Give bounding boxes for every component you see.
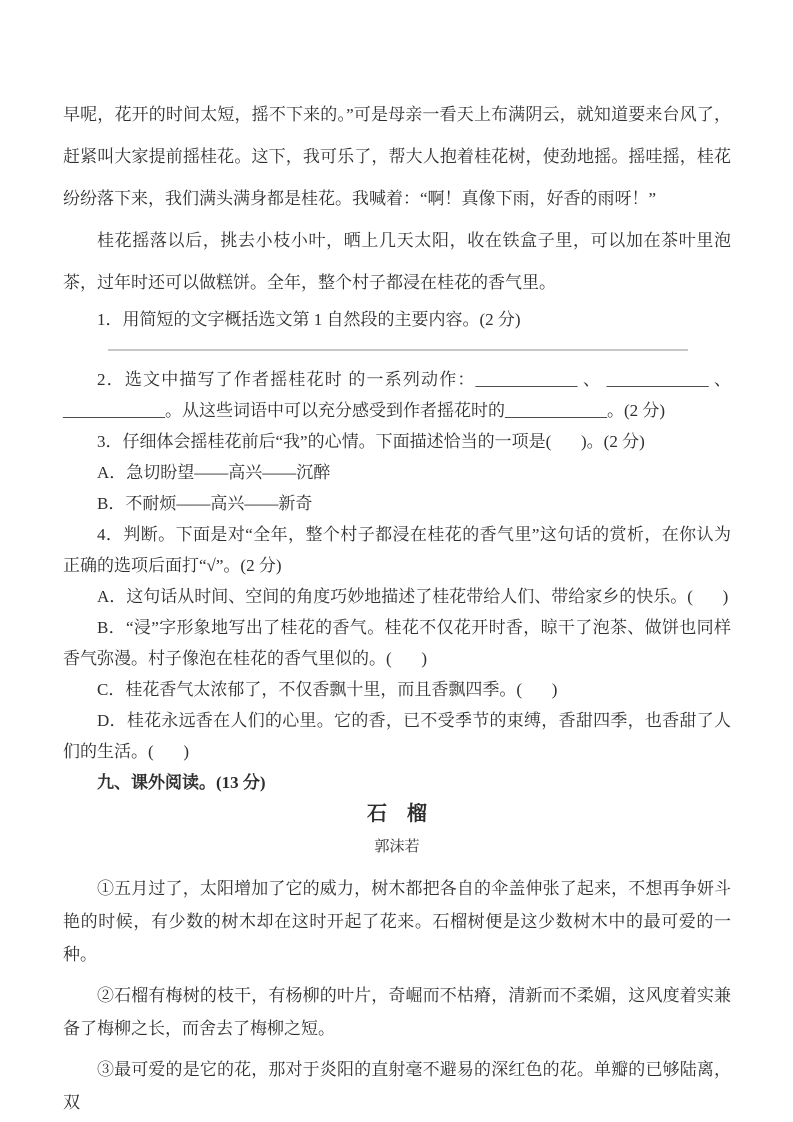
guihua-paragraph-2: 桂花摇落以后，挑去小枝小叶，晒上几天太阳，收在铁盒子里，可以加在茶叶里泡茶，过年时还可以做糕饼。全年，整个村子都浸在桂花的香气里。 bbox=[63, 231, 731, 292]
question-3-option-b: B．不耐烦——高兴——新奇 bbox=[97, 494, 313, 513]
section-9-heading: 九、课外阅读。(13 分) bbox=[97, 773, 266, 792]
question-3: 3．仔细体会摇桂花前后“我”的心情。下面描述恰当的一项是( )。(2 分) bbox=[97, 432, 645, 451]
question-2: 2．选文中描写了作者摇桂花时 的一系列动作：____________ 、 ____________ 、____________。从这些词语中可以充分感受到作者摇花时的____________。(2 分) bbox=[63, 370, 731, 420]
question-1: 1．用简短的文字概括选文第 1 自然段的主要内容。(2 分) bbox=[97, 310, 521, 329]
essay-author: 郭沫若 bbox=[374, 839, 420, 855]
shiliu-paragraph-2: ②石榴有梅树的枝干，有杨柳的叶片，奇崛而不枯瘠，清新而不柔媚，这风度着实兼备了梅柳之长，而舍去了梅柳之短。 bbox=[63, 986, 731, 1038]
shiliu-paragraph-3: ③最可爱的是它的花，那对于炎阳的直射毫不避易的深红色的花。单瓣的已够陆离，双 bbox=[63, 1060, 731, 1112]
question-4-option-b: B．“浸”字形象地写出了桂花的香气。桂花不仅花开时香，晾干了泡茶、做饼也同样香气弥漫。村子像泡在桂花的香气里似的。( ) bbox=[63, 618, 731, 668]
answer-line bbox=[108, 349, 688, 351]
guihua-questions bbox=[63, 304, 731, 767]
question-3-option-a: A．急切盼望——高兴——沉醉 bbox=[97, 463, 331, 482]
question-4: 4．判断。下面是对“全年，整个村子都浸在桂花的香气里”这句话的赏析，在你认为正确的选项后面打“√”。(2 分) bbox=[63, 525, 731, 575]
essay-title: 石 榴 bbox=[367, 803, 427, 825]
shiliu-paragraph-1: ①五月过了，太阳增加了它的威力，树木都把各自的伞盖伸张了起来，不想再争妍斗艳的时候，有少数的树木却在这时开起了花来。石榴树便是这少数树木中的最可爱的一种。 bbox=[63, 879, 731, 964]
guihua-paragraph-1: 早呢，花开的时间太短，摇不下来的。”可是母亲一看天上布满阴云，就知道要来台风了，赶紧叫大家提前摇桂花。这下，我可乐了，帮大人抱着桂花树，使劲地摇。摇哇摇，桂花纷纷落下来，我们满头满身都是桂花。我喊着：“啊！真像下雨，好香的雨呀！” bbox=[63, 105, 731, 208]
question-4-option-c: C．桂花香气太浓郁了，不仅香飘十里，而且香飘四季。( ) bbox=[97, 680, 558, 699]
section-9-extracurricular-reading bbox=[63, 767, 731, 1119]
reading-passage-guihua bbox=[63, 94, 731, 304]
question-4-option-a: A．这句话从时间、空间的角度巧妙地描述了桂花带给人们、带给家乡的快乐。( ) bbox=[97, 587, 729, 606]
question-4-option-d: D．桂花永远香在人们的心里。它的香，已不受季节的束缚，香甜四季，也香甜了人们的生活。( ) bbox=[63, 711, 731, 761]
